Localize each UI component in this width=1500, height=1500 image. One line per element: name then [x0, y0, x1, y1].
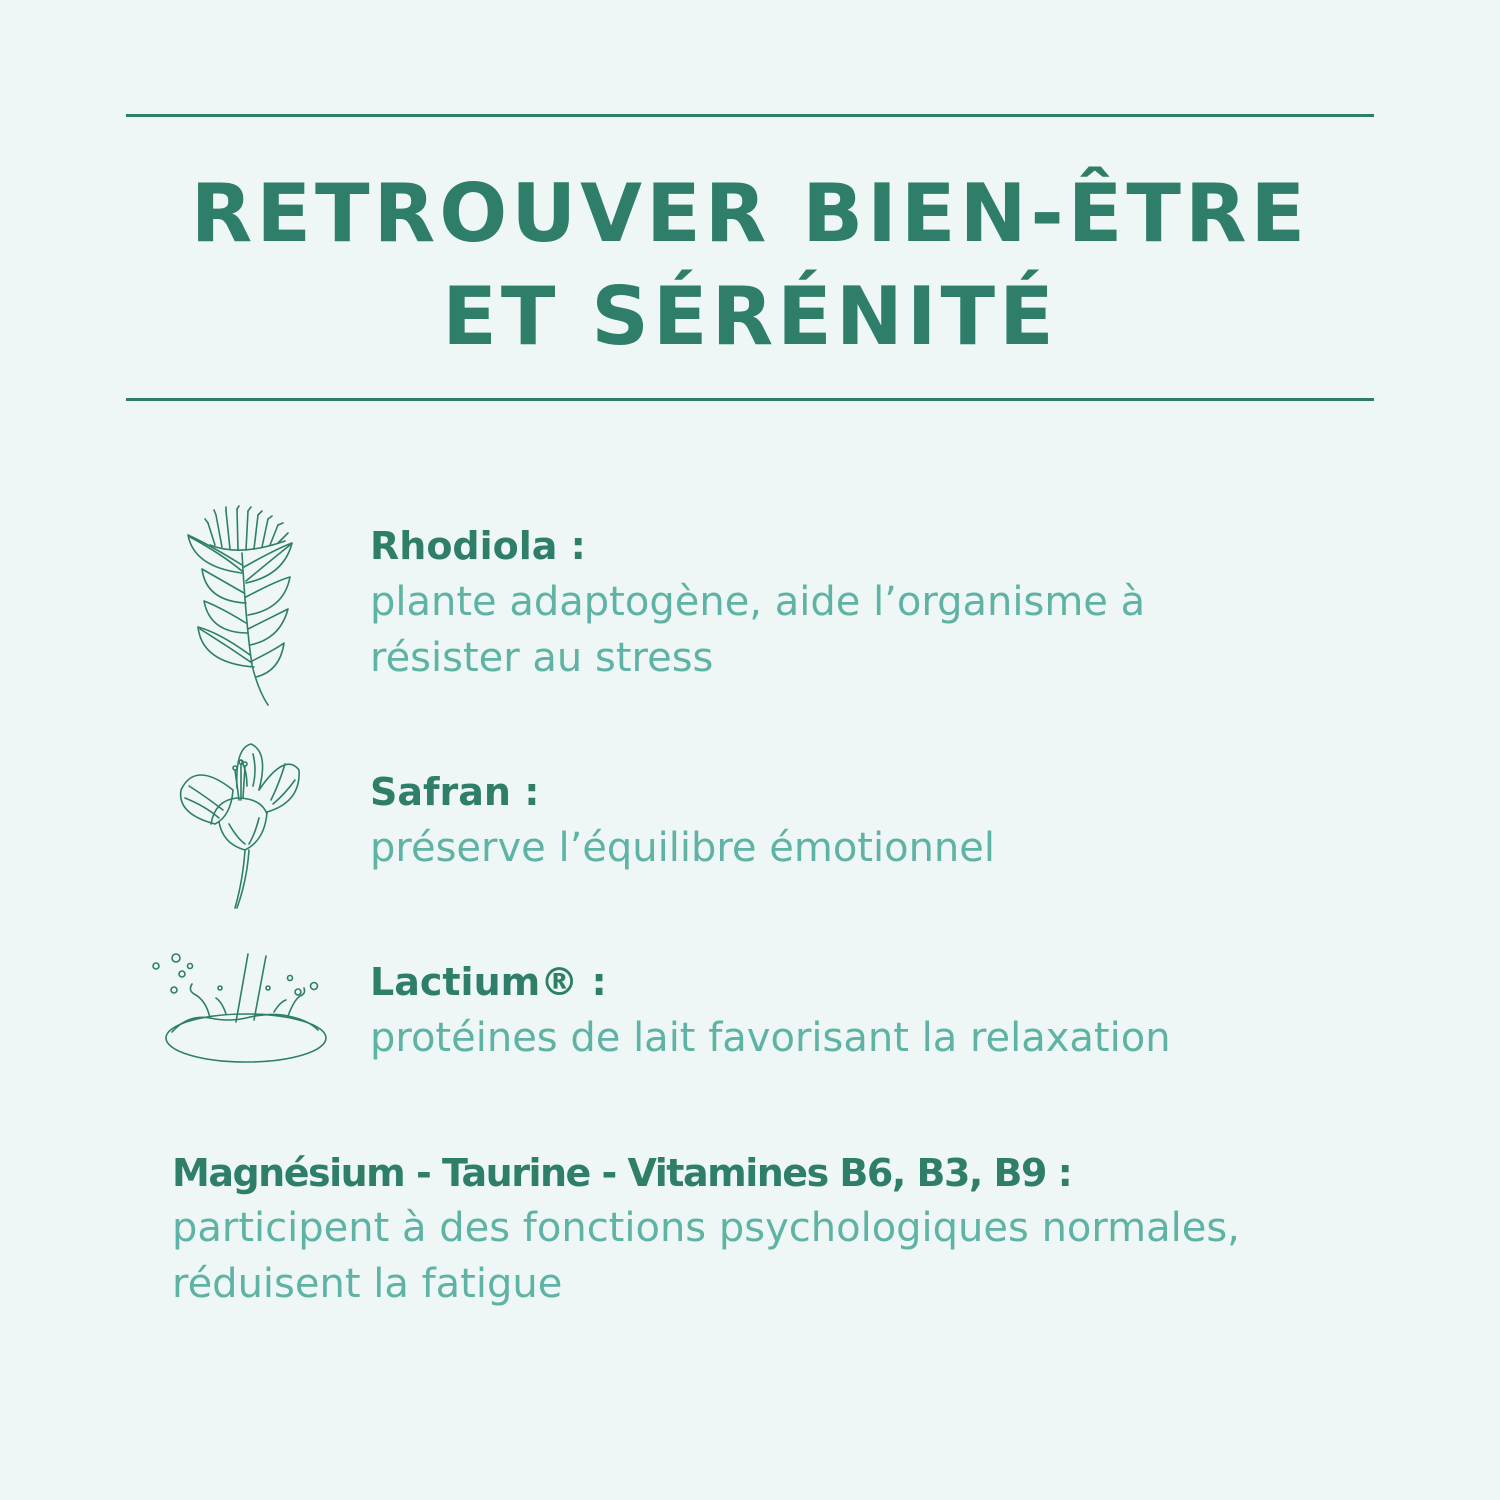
title-line-1: RETROUVER BIEN-ÊTRE	[190, 167, 1310, 260]
nutrients-description: participent à des fonctions psychologiques normales,	[172, 1205, 1240, 1251]
milk-splash-icon	[148, 948, 328, 1068]
ingredient-description: protéines de lait favorisant la relaxation	[370, 1015, 1171, 1061]
page-title	[0, 162, 1500, 368]
nutrients-name: Magnésium - Taurine - Vitamines B6, B3, B9 :	[172, 1151, 1072, 1195]
ingredient-description: résister au stress	[370, 635, 714, 681]
ingredient-name: Safran :	[370, 770, 540, 814]
saffron-flower-icon	[175, 740, 305, 912]
ingredient-name: Lactium® :	[370, 960, 607, 1004]
ingredient-description: préserve l’équilibre émotionnel	[370, 825, 995, 871]
rhodiola-plant-icon	[180, 505, 300, 710]
bottom-divider	[126, 398, 1374, 401]
title-line-2: ET SÉRÉNITÉ	[442, 270, 1058, 363]
nutrients-description: réduisent la fatigue	[172, 1261, 563, 1307]
top-divider	[126, 114, 1374, 117]
ingredient-safran	[370, 764, 1370, 876]
additional-nutrients	[172, 1146, 1372, 1312]
ingredient-name: Rhodiola :	[370, 524, 586, 568]
ingredient-description: plante adaptogène, aide l’organisme à	[370, 579, 1146, 625]
ingredient-lactium	[370, 954, 1370, 1066]
ingredient-rhodiola	[370, 518, 1370, 686]
